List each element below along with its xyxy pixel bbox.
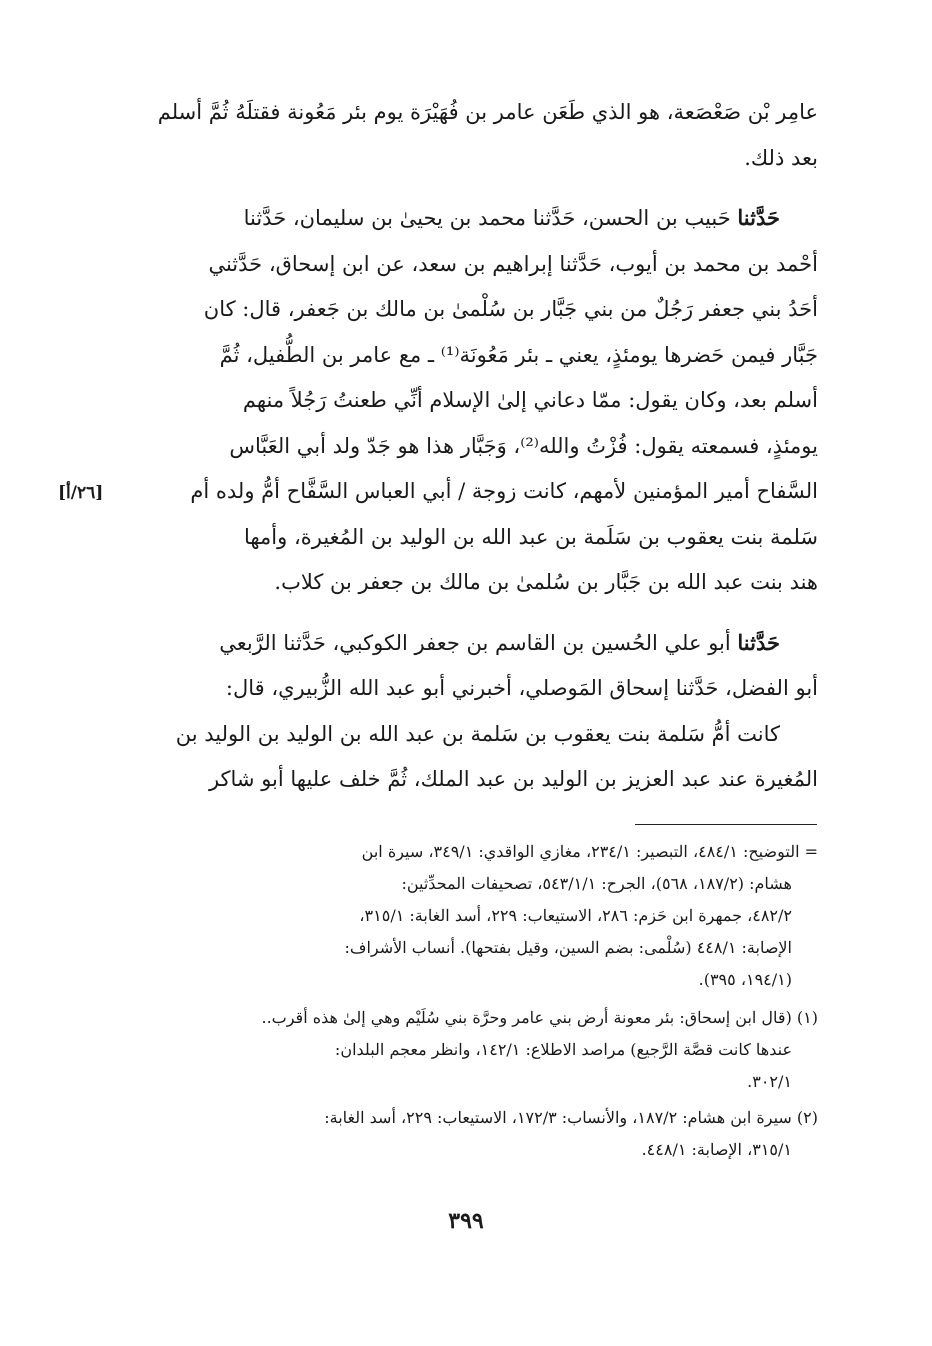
text-line: [128, 195, 818, 242]
text-line: سَلمة بنت يعقوب بن سَلَمة بن عبد الله بن الوليد بن المُغيرة، وأمها: [243, 524, 818, 549]
footnote-line: الإصابة: ٤٤٨/١ (سُلْمى: بضم السين، وقيل بفتحها). أنساب الأشراف:: [344, 938, 792, 957]
text-line: المُغيرة عند عبد العزيز بن الوليد بن عبد الملك، ثُمَّ خلف عليها أبو شاكر: [208, 767, 818, 791]
paragraph-2: [128, 195, 818, 606]
narration-lead: حَدَّثنا: [737, 629, 780, 655]
footnote-line: ٣١٥/١، الإصابة: ٤٤٨/١.: [641, 1140, 792, 1159]
footnote-line: (١) (قال ابن إسحاق: بئر معونة أرض بني عامر وحرَّة بني سُلَيْم وهي إلىٰ هذه أقرب..: [261, 1008, 818, 1027]
text-line: أحَدُ بني جعفر رَجُلٌ من بني جَبَّار بن سُلْمىٰ بن مالك بن جَعفر، قال: كان: [203, 297, 818, 321]
footnote-line: هشام: (١٨٧/٢، ٥٦٨)، الجرح: ٥٤٣/١/١، تصحيفات المحدِّثين:: [401, 874, 792, 893]
footnote-line: ٤٨٢/٢، جمهرة ابن حَزم: ٢٨٦، الاستيعاب: ٢٢٩، أسد الغابة: ٣١٥/١،: [359, 906, 792, 925]
paragraph-4: [128, 712, 818, 803]
footnote-1: [128, 1002, 818, 1098]
main-text: [128, 90, 818, 803]
footnotes: [128, 836, 818, 1170]
text-line: [128, 620, 818, 667]
page-number: ٣٩٩: [448, 1208, 484, 1234]
text-line: أبو الفضل، حَدَّثنا إسحاق المَوصلي، أخبرني أبو عبد الله الزُّبيري، قال:: [225, 676, 818, 700]
footnote-line: (١٩٤/١، ٣٩٥).: [698, 970, 792, 989]
text-line: السَّفاح أمير المؤمنين لأمهم، كانت زوجة / أبي العباس السَّفَّاح أمُّ ولده أم: [190, 479, 818, 503]
footnote-2: [128, 1102, 818, 1166]
text-line: جَبَّار فيمن حَضرها يومئذٍ، يعني ـ بئر مَعُونَة⁽¹⁾ ـ مع عامر بن الطُّفيل، ثُمَّ: [219, 342, 818, 367]
text-line: أحْمد بن محمد بن أيوب، حَدَّثنا إبراهيم بن سعد، عن ابن إسحاق، حَدَّثني: [208, 251, 818, 276]
text-line: أسلم بعد، وكان يقول: ممّا دعاني إلىٰ الإسلام أنِّي طعنتُ رَجُلاً منهم: [242, 388, 818, 412]
paragraph-3: [128, 620, 818, 712]
manuscript-folio-marker: [٢٦/أ]: [58, 483, 104, 503]
text-line: بعد ذلك.: [744, 145, 818, 170]
text-span: أبو علي الحُسين بن القاسم بن جعفر الكوكبي، حَدَّثنا الرَّبعي: [219, 630, 738, 655]
footnote-continued: [128, 836, 818, 996]
footnote-line: (٢) سيرة ابن هشام: ١٨٧/٢، والأنساب: ١٧٢/٣، الاستيعاب: ٢٢٩، أسد الغابة:: [324, 1108, 818, 1127]
narration-lead: حَدَّثنا: [737, 205, 780, 230]
footnote-line: عندها كانت قصَّة الرَّجيع) مراصد الاطلاع: ١٤٢/١، وانظر معجم البلدان:: [334, 1040, 792, 1059]
text-line: عامِر بْن صَعْصَعة، هو الذي طَعَن عامر بن فُهَيْرَة يوم بئر مَعُونة فقتلَهُ ثُمَّ أسلم: [157, 100, 818, 124]
footnote-line: ٣٠٢/١.: [747, 1072, 792, 1091]
text-line: يومئذٍ، فسمعته يقول: فُزْتُ والله⁽²⁾، وَجَبَّار هذا هو جَدّ ولد أبي العَبَّاس: [229, 433, 818, 458]
footnote-line: = التوضيح: ٤٨٤/١، التبصير: ٢٣٤/١، مغازي الواقدي: ٣٤٩/١، سيرة ابن: [361, 842, 818, 861]
text-span: حَبيب بن الحسن، حَدَّثنا محمد بن يحيىٰ بن سليمان، حَدَّثنا: [243, 206, 738, 230]
text-line: كانت أمُّ سَلمة بنت يعقوب بن سَلمة بن عبد الله بن الوليد بن الوليد بن: [175, 721, 780, 746]
footnote-separator: [635, 824, 817, 825]
paragraph-1: [128, 90, 818, 181]
text-line: هند بنت عبد الله بن جَبَّار بن سُلمىٰ بن مالك بن جعفر بن كلاب.: [274, 570, 818, 594]
